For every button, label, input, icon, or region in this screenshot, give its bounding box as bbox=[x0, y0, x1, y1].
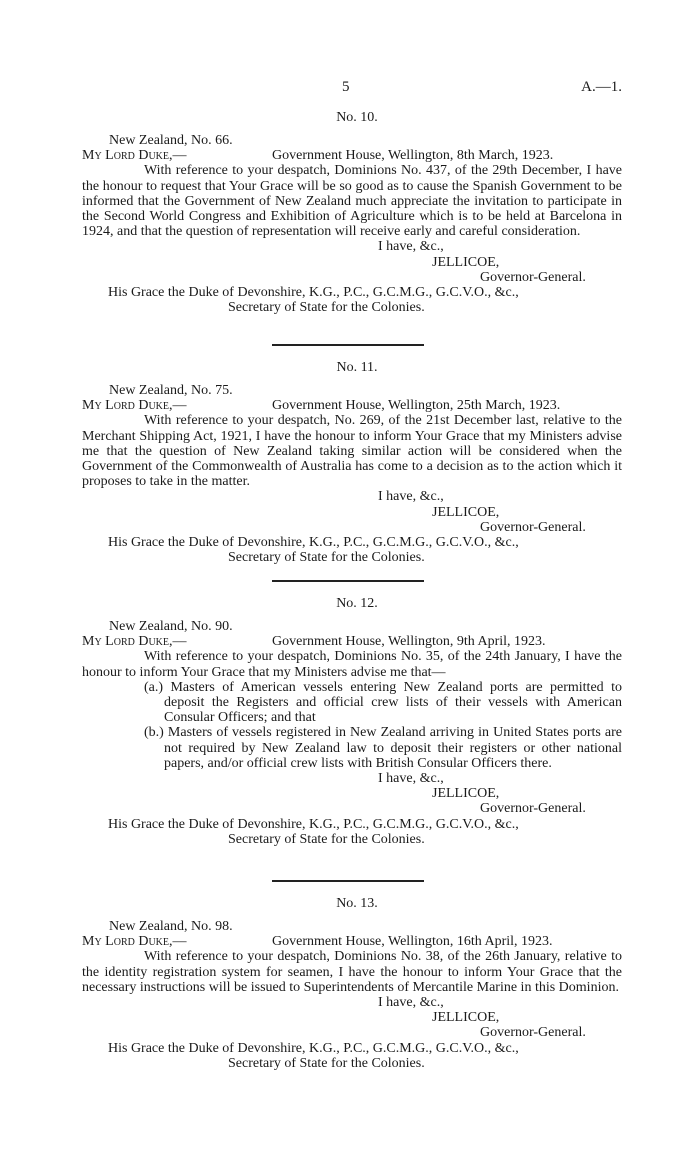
signer: JELLICOE, bbox=[432, 504, 500, 520]
nz-reference: New Zealand, No. 66. bbox=[109, 133, 233, 149]
salutation-line bbox=[82, 398, 622, 413]
dateline: Government House, Wellington, 8th March, 1923. bbox=[272, 148, 554, 164]
addressee-office: Secretary of State for the Colonies. bbox=[228, 550, 425, 566]
letter-no-13 bbox=[82, 896, 622, 1071]
letter-no-12 bbox=[82, 596, 622, 847]
salutation-line bbox=[82, 934, 622, 949]
addressee: His Grace the Duke of Devonshire, K.G., P.C., G.C.M.G., G.C.V.O., &c., bbox=[108, 535, 519, 551]
signer: JELLICOE, bbox=[432, 1010, 500, 1026]
signer-title: Governor-General. bbox=[480, 269, 586, 285]
addressee: His Grace the Duke of Devonshire, K.G., P.C., G.C.M.G., G.C.V.O., &c., bbox=[108, 816, 519, 832]
dateline: Government House, Wellington, 25th March, 1923. bbox=[272, 398, 561, 414]
letter-number: No. 13. bbox=[336, 896, 378, 911]
letter-number: No. 10. bbox=[336, 110, 378, 125]
addressee-office: Secretary of State for the Colonies. bbox=[228, 831, 425, 847]
closing: I have, &c., bbox=[378, 489, 444, 505]
addressee: His Grace the Duke of Devonshire, K.G., P.C., G.C.M.G., G.C.V.O., &c., bbox=[108, 285, 519, 301]
signer: JELLICOE, bbox=[432, 254, 500, 270]
letter-body: With reference to your despatch, Dominions No. 38, of the 26th January, relative to the identity registration system for seamen, I have the honour to inform Your Grace that the necessary instructions will be issued to Superintendents of Mercantile Marine in this Dominion. bbox=[82, 949, 622, 995]
letter-number: No. 12. bbox=[336, 596, 378, 611]
addressee: His Grace the Duke of Devonshire, K.G., P.C., G.C.M.G., G.C.V.O., &c., bbox=[108, 1040, 519, 1056]
letter-body: With reference to your despatch, Dominions No. 437, of the 29th December, I have the honour to request that Your Grace will be so good as to cause the Spanish Government to be informed that the Government of New Zealand much appreciate the invitation to participate in the Second World Congress and Exhibition of Agriculture which is to be held at Barcelona in 1924, and that the question of representation will receive early and careful consideration. bbox=[82, 163, 622, 240]
salutation: My Lord Duke,— bbox=[82, 148, 187, 164]
page-header bbox=[0, 80, 700, 98]
paper-reference: A.—1. bbox=[581, 79, 622, 95]
salutation-line bbox=[82, 148, 622, 163]
closing: I have, &c., bbox=[378, 995, 444, 1011]
section-divider bbox=[272, 580, 424, 582]
section-divider bbox=[272, 880, 424, 882]
section-divider bbox=[272, 344, 424, 346]
letter-body: With reference to your despatch, No. 269, of the 21st December last, relative to the Merchant Shipping Act, 1921, I have the honour to inform Your Grace that my Ministers advise me that the question of New Zealand taking similar action will be considered when the Government of the Commonwealth of Australia has come to a decision as to the action which it proposes to take in the matter. bbox=[82, 413, 622, 490]
closing: I have, &c., bbox=[378, 771, 444, 787]
signer-title: Governor-General. bbox=[480, 1025, 586, 1041]
dateline: Government House, Wellington, 16th April, 1923. bbox=[272, 934, 553, 950]
addressee-office: Secretary of State for the Colonies. bbox=[228, 300, 425, 316]
signer: JELLICOE, bbox=[432, 786, 500, 802]
letter-number: No. 11. bbox=[336, 360, 378, 375]
addressee-office: Secretary of State for the Colonies. bbox=[228, 1055, 425, 1071]
list-item: (a.) Masters of American vessels entering New Zealand ports are permitted to deposit the Registers and official crew lists of their vessels with American Consular Officers; and that bbox=[144, 679, 622, 726]
nz-reference: New Zealand, No. 75. bbox=[109, 383, 233, 399]
list-item: (b.) Masters of vessels registered in New Zealand arriving in United States ports are not required by New Zealand law to deposit their registers or other national papers, and/or official crew lists with British Consular Officers there. bbox=[144, 725, 622, 771]
nz-reference: New Zealand, No. 98. bbox=[109, 919, 233, 935]
dateline: Government House, Wellington, 9th April, 1923. bbox=[272, 634, 546, 650]
letter-no-10 bbox=[82, 110, 622, 315]
salutation: My Lord Duke,— bbox=[82, 398, 187, 414]
salutation: My Lord Duke,— bbox=[82, 634, 187, 650]
signer-title: Governor-General. bbox=[480, 801, 586, 817]
signer-title: Governor-General. bbox=[480, 519, 586, 535]
nz-reference: New Zealand, No. 90. bbox=[109, 619, 233, 635]
salutation-line bbox=[82, 634, 622, 649]
closing: I have, &c., bbox=[378, 239, 444, 255]
page-number: 5 bbox=[342, 79, 350, 95]
letter-body: With reference to your despatch, Dominions No. 35, of the 24th January, I have the honour to inform Your Grace that my Ministers advise me that— bbox=[82, 649, 622, 680]
salutation: My Lord Duke,— bbox=[82, 934, 187, 950]
letter-no-11 bbox=[82, 360, 622, 565]
